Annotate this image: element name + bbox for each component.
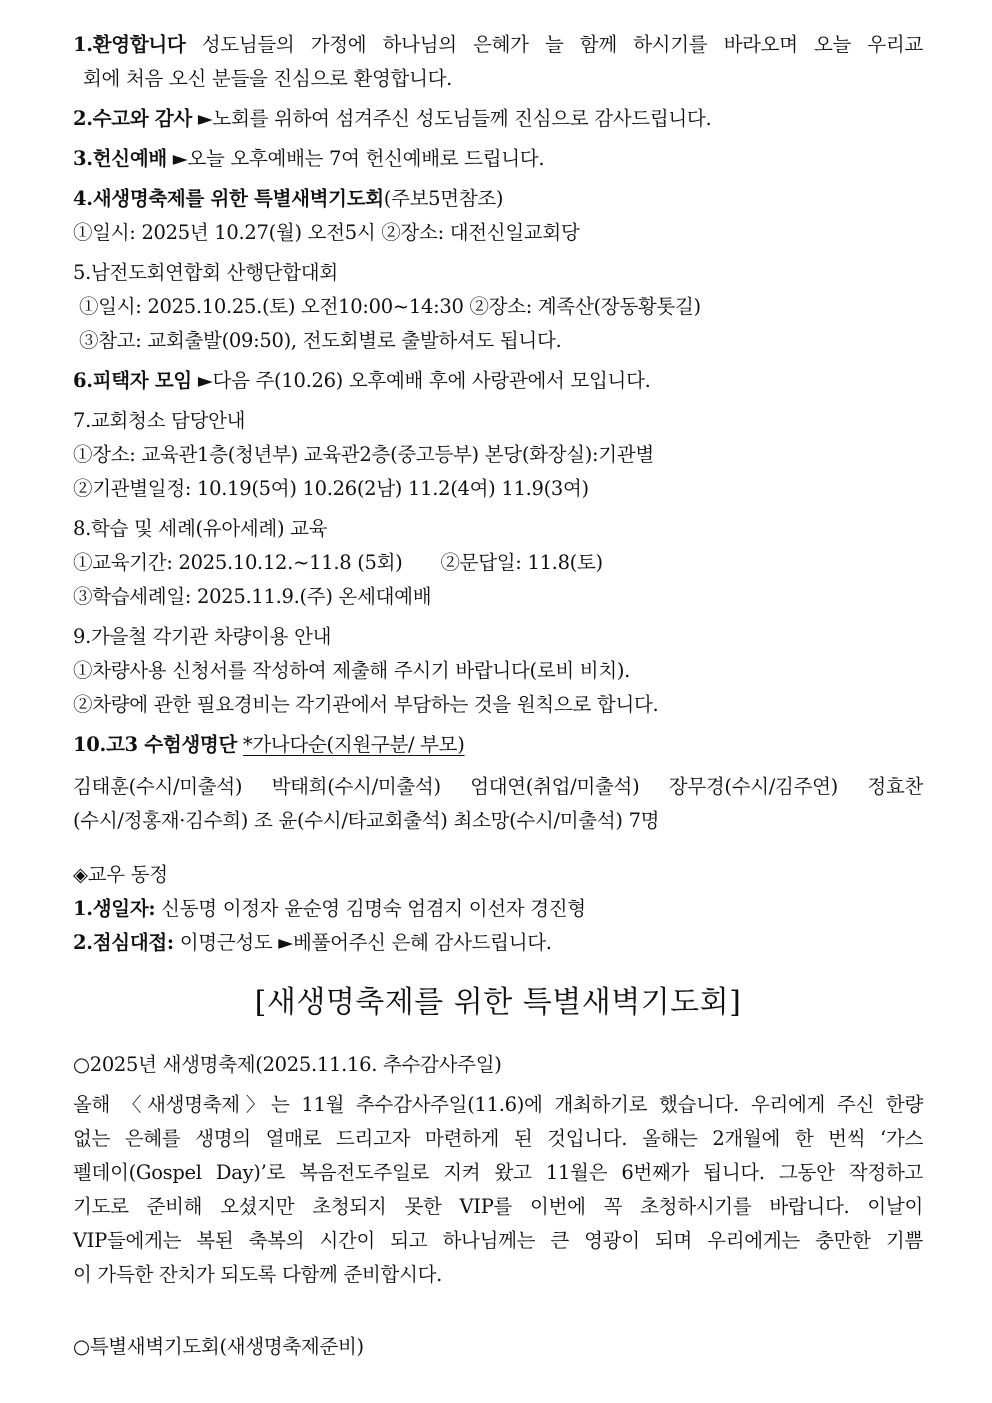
festival-paragraph-line: 없는 은혜를 생명의 열매로 드리고자 마련하게 된 것입니다. 올해는 2개월에 한 번씩 ‘가스 [73,1127,923,1150]
notice-baptism-line1 [73,546,923,580]
notice-exam-students [73,728,923,838]
fellowship-lunch-label: 2.점심대접: [73,931,174,954]
fellowship-birthday [73,892,923,926]
notice-hiking-line2: ③참고: 교회출발(09:50), 전도회별로 출발하셔도 됩니다. [79,329,562,352]
bulletin-page [73,28,923,1364]
notice-hiking-line1: ①일시: 2025.10.25.(토) 오전10:00~14:30 ②장소: 계족산(장동황톳길) [79,295,701,318]
notice-dawn-prayer-heading [73,182,923,216]
festival-paragraph-line: 올해 〈새생명축제〉는 11월 추수감사주일(11.6)에 개최하기로 했습니다. 우리에게 주신 한량 [73,1093,923,1116]
notice-baptism-exam: ②문답일: 11.8(토) [440,551,603,574]
festival-title: ○2025년 새생명축제(2025.11.16. 추수감사주일) [73,1053,502,1076]
notice-cleaning-line1: ①장소: 교육관1층(청년부) 교육관2층(중고등부) 본당(화장실):기관별 [73,443,654,466]
special-section-heading: [새생명축제를 위한 특별새벽기도회] [254,985,742,1020]
notice-elect-meeting [73,364,923,398]
notice-vehicle-line2: ②차량에 관한 필요경비는 각기관에서 부담하는 것을 원칙으로 합니다. [73,693,659,716]
notice-exam-heading [73,728,923,762]
fellowship-lunch-text: 이명근성도 ►베풀어주신 은혜 감사드립니다. [173,931,552,954]
notice-welcome-line1 [73,28,923,62]
fellowship-lunch [73,926,923,960]
notice-dawn-prayer-line1: ①일시: 2025년 10.27(월) 오전5시 ②장소: 대전신일교회당 [73,221,580,244]
notice-thanks-text: ►노회를 위하여 섬겨주신 성도님들께 진심으로 감사드립니다. [191,107,712,130]
notice-exam-subtitle: *가나다순(지원구분/ 부모) [242,733,465,756]
notice-dedication-service [73,142,923,176]
notice-elect-title: 6.피택자 모임 [73,369,192,392]
notice-dawn-prayer-ref: (주보5면참조) [383,187,504,210]
notice-dawn-prayer-title: 4.새생명축제를 위한 특별새벽기도회 [73,187,384,210]
notice-hiking [73,256,923,358]
fellowship-birthday-label: 1.생일자: [73,897,156,920]
notice-baptism-period: ①교육기간: 2025.10.12.~11.8 (5회) [73,551,403,574]
notice-welcome-title: 1.환영합니다 [73,33,186,56]
fellowship-title: ◈교우 동정 [73,863,168,886]
notice-baptism-line2: ③학습세례일: 2025.11.9.(주) 온세대예배 [73,585,432,608]
festival-paragraph-line: VIP들에게는 복된 축복의 시간이 되고 하나님께는 큰 영광이 되며 우리에게는 충만한 기쁨 [73,1229,923,1252]
notice-exam-names-line2: (수시/정홍재·김수희) 조 윤(수시/타교회출석) 최소망(수시/미출석) 7명 [73,809,660,832]
notice-thanks-title: 2.수고와 감사 [73,107,192,130]
notice-welcome [73,28,923,96]
festival-paragraph-line: 기도로 준비해 오셨지만 초청되지 못한 VIP를 이번에 꼭 초청하시기를 바랍니다. 이날이 [73,1195,923,1218]
festival-paragraph-line: 펠데이(Gospel Day)’로 복음전도주일로 지켜 왔고 11월은 6번째가 됩니다. 그동안 작정하고 [73,1161,923,1184]
notice-dedication-title: 3.헌신예배 [73,147,167,170]
notice-hiking-title: 5.남전도회연합회 산행단합대회 [73,261,338,284]
notice-baptism-title: 8.학습 및 세례(유아세례) 교육 [73,517,328,540]
fellowship-birthday-names: 신동명 이정자 윤순영 김명숙 엄겸지 이선자 경진형 [155,897,586,920]
festival-paragraph-line: 이 가득한 잔치가 되도록 다함께 준비합시다. [73,1263,443,1286]
notice-dawn-prayer [73,182,923,250]
prayer-meeting-title: ○특별새벽기도회(새생명축제준비) [73,1335,364,1358]
notice-cleaning [73,404,923,506]
notice-vehicle-line1: ①차량사용 신청서를 작성하여 제출해 주시기 바랍니다(로비 비치). [73,659,631,682]
notice-vehicle [73,620,923,722]
notice-exam-title: 10.고3 수험생명단 [73,733,238,756]
notice-thanks [73,102,923,136]
fellowship-news [73,858,923,960]
notice-elect-text: ►다음 주(10.26) 오후예배 후에 사랑관에서 모입니다. [191,369,651,392]
notice-cleaning-title: 7.교회청소 담당안내 [73,409,246,432]
notice-dedication-text: ►오늘 오후예배는 7여 헌신예배로 드립니다. [166,147,545,170]
notice-baptism [73,512,923,614]
festival-paragraph [73,1088,923,1292]
notice-vehicle-title: 9.가을철 각기관 차량이용 안내 [73,625,332,648]
notice-exam-names-line1: 김태훈(수시/미출석) 박태희(수시/미출석) 엄대연(취업/미출석) 장무경(수시/김주연) 정효찬 [73,775,923,798]
notice-cleaning-line2: ②기관별일정: 10.19(5여) 10.26(2남) 11.2(4여) 11.9(3여) [73,477,589,500]
notice-welcome-line2: 회에 처음 오신 분들을 진심으로 환영합니다. [83,67,453,90]
notice-welcome-text: 성도님들의 가정에 하나님의 은혜가 늘 함께 하시기를 바라오며 오늘 우리교 [185,33,923,56]
